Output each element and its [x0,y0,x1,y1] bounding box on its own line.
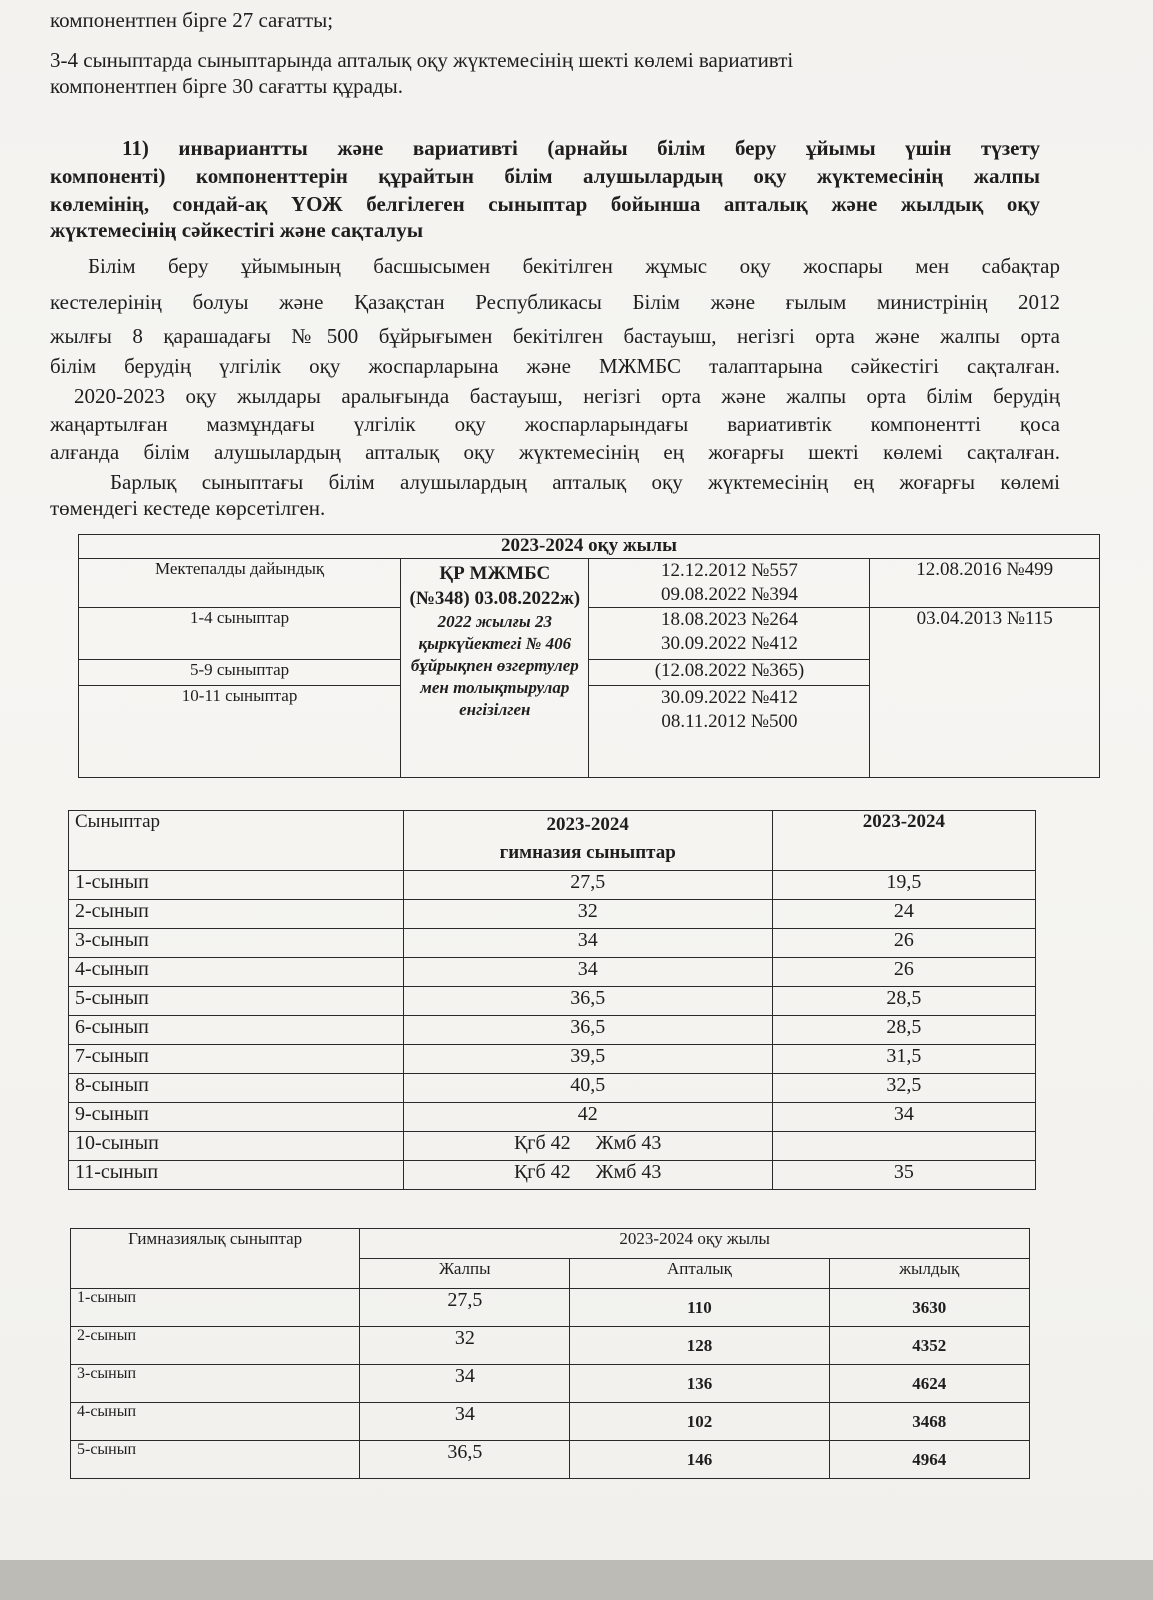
standards-row-label: 5-9 сыныптар [79,660,401,686]
regular-load-cell [772,1132,1035,1161]
para2-line-3: алғанда білім алушылардың апталық оқу жүктемесінің ең жоғарғы шекті көлемі сақталған. [50,440,1060,464]
table-row [71,1403,1030,1441]
gymnasium-load-table [70,1228,1030,1479]
table-row [69,1132,1036,1161]
class-name-cell: 4-сынып [69,958,404,987]
header-subtitle: гимназия сыныптар [499,842,676,863]
para3-line-2: төмендегі кестеде көрсетілген. [50,496,326,520]
class-name-cell: 8-сынып [69,1074,404,1103]
class-name-cell: 1-сынып [71,1289,360,1327]
total-load-cell: 34 [360,1403,570,1441]
regular-load-cell: 32,5 [772,1074,1035,1103]
weekly-load-cell: 110 [570,1289,829,1327]
class-name-cell: 1-сынып [69,871,404,900]
class-name-cell: 5-сынып [71,1441,360,1479]
intro-line-1: компонентпен бірге 27 сағатты; [50,8,334,32]
gymnasium-load-cell: 40,5 [403,1074,772,1103]
order-text: 08.11.2012 №500 [661,711,798,732]
class-name-cell: 11-сынып [69,1161,404,1190]
standards-law-title: ҚР МЖМБС (№348) 03.08.2022ж) [409,563,581,609]
weekly-load-cell: 136 [570,1365,829,1403]
table-row [71,1289,1030,1327]
table-row [69,958,1036,987]
annual-load-cell: 4352 [829,1327,1029,1365]
regular-load-cell: 31,5 [772,1045,1035,1074]
page-bottom-shadow [0,1560,1153,1600]
standards-row-label: 1-4 сыныптар [79,608,401,660]
gymnasium-subheader: жылдық [829,1259,1029,1289]
gymnasium-load-cell: 27,5 [403,871,772,900]
regular-load-cell: 28,5 [772,1016,1035,1045]
gymnasium-load-cell: 42 [403,1103,772,1132]
section-title-line-1: 11) инвариантты және вариативті (арнайы білім беру ұйымы үшін түзету [122,136,1040,160]
table-row [69,1016,1036,1045]
gymnasium-header-year: 2023-2024 оқу жылы [360,1229,1030,1259]
standards-order-cell [589,608,870,660]
standards-table [78,534,1100,778]
table-row [71,1365,1030,1403]
para1-line-4: білім берудің үлгілік оқу жоспарларына және МЖМБС талаптарына сәйкестігі сақталған. [50,354,1060,378]
class-name-cell: 2-сынып [71,1327,360,1365]
weekly-load-table [68,810,1036,1190]
annual-load-cell: 4624 [829,1365,1029,1403]
total-load-cell: 32 [360,1327,570,1365]
regular-load-cell: 19,5 [772,871,1035,900]
section-title-line-2: компоненті) компоненттерін құрайтын білім алушылардың оқу жүктемесінің жалпы [50,164,1040,188]
para1-line-3: жылғы 8 қарашадағы №500 бұйрығымен бекітілген бастауыш, негізгі орта және жалпы орта [50,324,1060,348]
table-row [69,871,1036,900]
weekly-load-header-year: 2023-2024 [772,811,1035,871]
class-name-cell: 6-сынып [69,1016,404,1045]
regular-load-cell: 28,5 [772,987,1035,1016]
class-name-cell: 3-сынып [69,929,404,958]
class-name-cell: 2-сынып [69,900,404,929]
table-row [69,987,1036,1016]
table-row [69,1045,1036,1074]
standards-order-cell: 03.04.2013 №115 [870,608,1100,778]
table-row [69,900,1036,929]
regular-load-cell: 34 [772,1103,1035,1132]
standards-row-label: 10-11 сыныптар [79,686,401,778]
regular-load-cell: 26 [772,958,1035,987]
regular-load-cell: 24 [772,900,1035,929]
table-row [71,1327,1030,1365]
class-name-cell: 4-сынып [71,1403,360,1441]
regular-load-cell: 26 [772,929,1035,958]
standards-law-cell [401,559,589,778]
order-text: 30.09.2022 №412 [661,633,798,654]
standards-order-cell: (12.08.2022 №365) [589,660,870,686]
gymnasium-load-cell: 36,5 [403,1016,772,1045]
table-row [69,929,1036,958]
para1-line-2: кестелерінің болуы және Қазақстан Республикасы Білім және ғылым министрінің 2012 [50,290,1060,314]
regular-load-cell: 35 [772,1161,1035,1190]
standards-order-cell [589,559,870,608]
class-name-cell: 5-сынып [69,987,404,1016]
intro-line-3: компонентпен бірге 30 сағатты құрады. [50,74,404,98]
gymnasium-subheader: Жалпы [360,1259,570,1289]
table-row [69,1103,1036,1132]
standards-order-cell: 12.08.2016 №499 [870,559,1100,608]
weekly-load-header-classes: Сыныптар [69,811,404,871]
class-name-cell: 7-сынып [69,1045,404,1074]
section-title-line-4: жүктемесінің сәйкестігі және сақталуы [50,218,424,242]
gymnasium-load-cell: 34 [403,929,772,958]
order-text: 12.12.2012 №557 [661,560,798,581]
para1-line-1: Білім беру ұйымының басшысымен бекітілген жұмыс оқу жоспары мен сабақтар [88,254,1060,278]
annual-load-cell: 3630 [829,1289,1029,1327]
annual-load-cell: 4964 [829,1441,1029,1479]
para3-line-1: Барлық сыныптағы білім алушылардың апталық оқу жүктемесінің ең жоғарғы көлемі [110,470,1060,494]
standards-law-note: 2022 жылғы 23 қыркүйектегі № 406 бұйрықпен өзгертулер мен толықтырулар енгізілген [410,612,579,719]
para2-line-2: жаңартылған мазмұндағы үлгілік оқу жоспарларындағы вариативтік компонентті қоса [50,412,1060,436]
total-load-cell: 27,5 [360,1289,570,1327]
header-year: 2023-2024 [546,814,629,835]
order-text: 30.09.2022 №412 [661,687,798,708]
annual-load-cell: 3468 [829,1403,1029,1441]
weekly-load-header-gymnasium [403,811,772,871]
gymnasium-load-cell: 34 [403,958,772,987]
gymnasium-load-cell: Қгб 42 Жмб 43 [403,1132,772,1161]
total-load-cell: 34 [360,1365,570,1403]
order-text: 18.08.2023 №264 [661,609,798,630]
section-title-line-3: көлемінің, сондай-ақ ҮОЖ белгілеген сыныптар бойынша апталық және жылдық оқу [50,192,1040,216]
standards-order-cell [589,686,870,778]
para2-line-1: 2020-2023 оқу жылдары аралығында бастауыш, негізгі орта және жалпы орта білім берудің [74,384,1060,408]
table-row [69,1074,1036,1103]
weekly-load-cell: 102 [570,1403,829,1441]
weekly-load-cell: 146 [570,1441,829,1479]
class-name-cell: 9-сынып [69,1103,404,1132]
gymnasium-header-classes: Гимназиялық сыныптар [71,1229,360,1289]
table-row [71,1441,1030,1479]
intro-line-2: 3-4 сыныптарда сыныптарында апталық оқу жүктемесінің шекті көлемі вариативті [50,48,794,72]
order-text: 09.08.2022 №394 [661,584,798,605]
weekly-load-cell: 128 [570,1327,829,1365]
gymnasium-load-cell: 39,5 [403,1045,772,1074]
standards-row-label: Мектепалды дайындық [79,559,401,608]
gymnasium-load-cell: 36,5 [403,987,772,1016]
class-name-cell: 10-сынып [69,1132,404,1161]
gymnasium-load-cell: 32 [403,900,772,929]
table-row [69,1161,1036,1190]
standards-table-header: 2023-2024 оқу жылы [79,535,1100,559]
class-name-cell: 3-сынып [71,1365,360,1403]
total-load-cell: 36,5 [360,1441,570,1479]
gymnasium-subheader: Апталық [570,1259,829,1289]
gymnasium-load-cell: Қгб 42 Жмб 43 [403,1161,772,1190]
